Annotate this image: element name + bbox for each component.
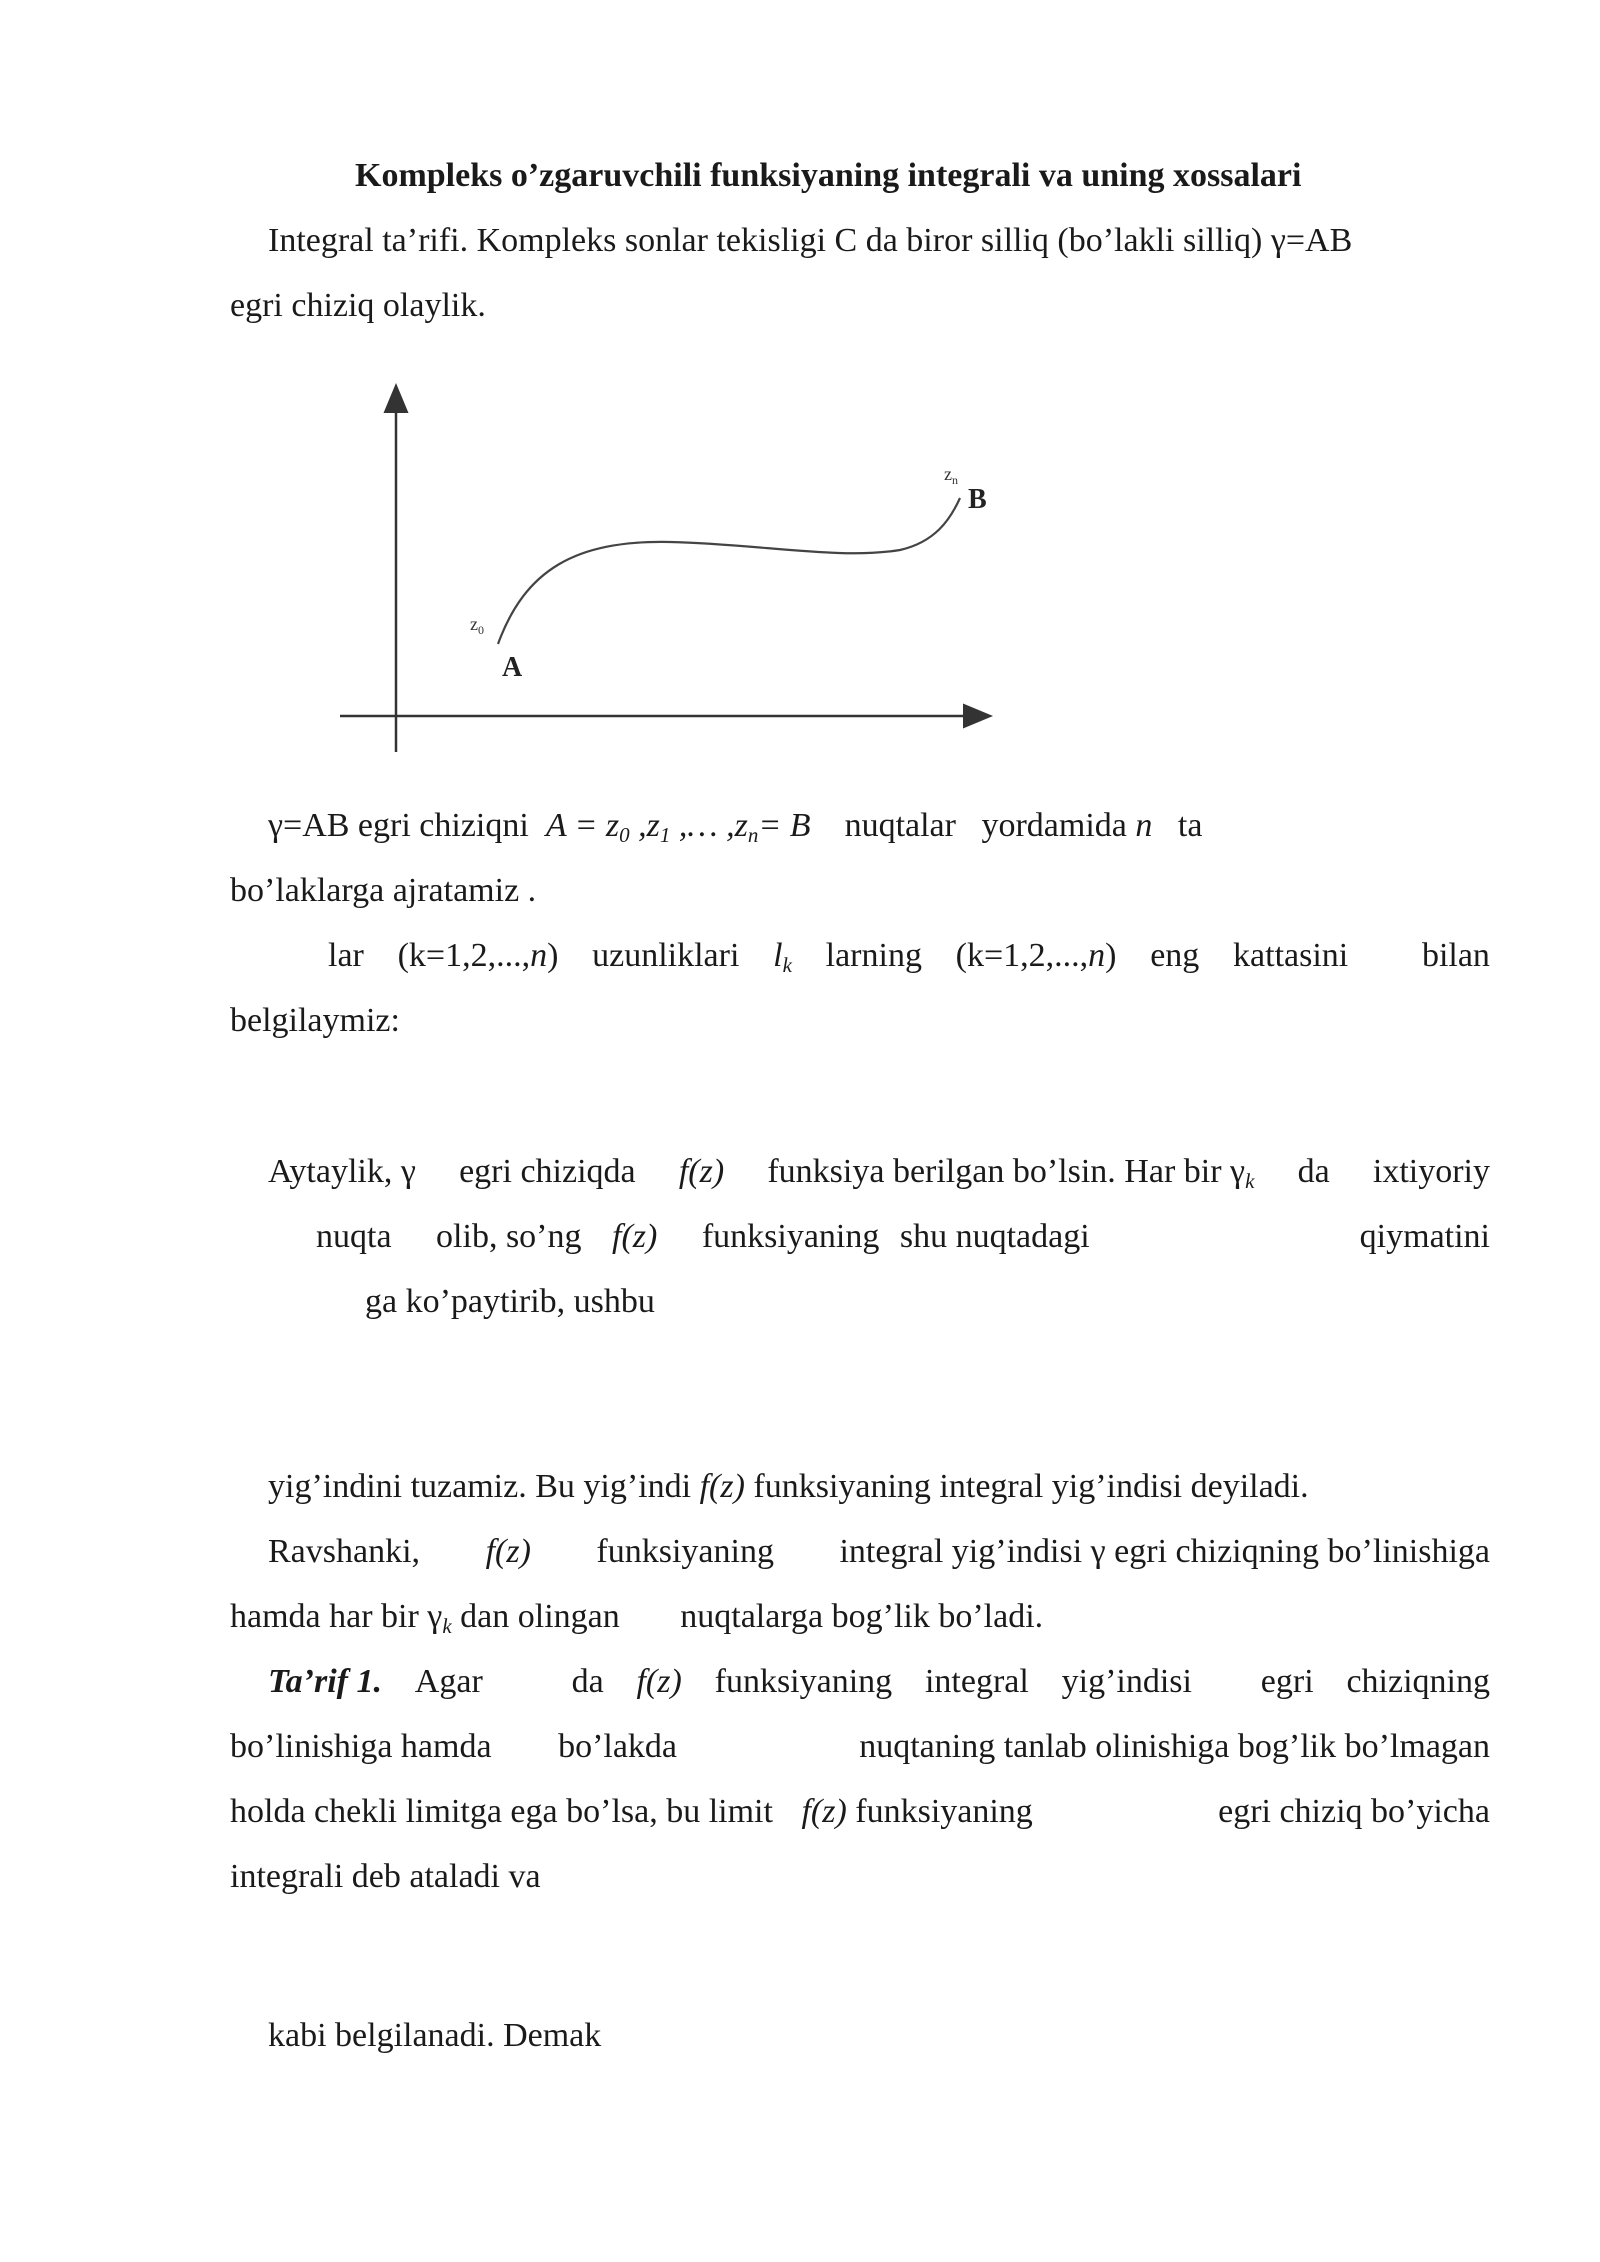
lengths-line-1: lar (k=1,2,...,n) uzunliklari $l_k$ larning (k=1,2,...,n) eng kattasini bilan	[328, 937, 1490, 977]
sum-line-2: nuqta olib, so’ng f(z) funksiyaning shu nuqtadagi qiymatini	[316, 1218, 1490, 1255]
definition-line-1: Ta’rif 1. Agar da f(z) funksiyaning integral yig’indisi egri chiziqning	[268, 1663, 1490, 1700]
page-title: Kompleks o’zgaruvchili funksiyaning integrali va uning xossalari	[355, 157, 1302, 194]
sum-line-1: Aytaylik, γ egri chiziqda f(z) funksiya berilgan bo’lsin. Har bir $\gamma_k$ da ixtiyoriy	[268, 1153, 1490, 1193]
label-zn: $z_n$	[944, 464, 958, 487]
definition-line-2: bo’linishiga hamda bo’lakda nuqtaning tanlab olinishiga bog’lik bo’lmagan	[230, 1728, 1490, 1765]
intro-line-2: egri chiziq olaylik.	[230, 287, 486, 324]
after-line-2: Ravshanki, f(z) funksiyaning integral yig’indisi γ egri chiziqning bo’linishiga	[268, 1533, 1490, 1570]
partition-line-1: γ=AB egri chiziqni $A = z_0$ $,z_1$ ,… $,z_n= B$ nuqtalar yordamida n ta	[268, 807, 1203, 847]
label-z0: $z_0$	[470, 614, 484, 637]
definition-line-4: integrali deb ataladi va	[230, 1858, 541, 1895]
closing-line: kabi belgilanadi. Demak	[268, 2017, 602, 2054]
intro-line-1: Integral ta’rifi. Kompleks sonlar tekisligi C da biror silliq (bo’lakli silliq) γ=AB	[268, 222, 1353, 259]
partition-line-2: bo’laklarga ajratamiz .	[230, 872, 537, 909]
sum-line-3: ga ko’paytirib, ushbu	[365, 1283, 655, 1320]
curve-figure	[320, 370, 1010, 760]
after-line-1: yig’indini tuzamiz. Bu yig’indi f(z) funksiyaning integral yig’indisi deyiladi.	[268, 1468, 1309, 1505]
label-B: B	[968, 484, 987, 515]
label-A: A	[502, 652, 523, 683]
after-line-3: hamda har bir $\gamma_k$ dan olingan nuqtalarga bog’lik bo’ladi.	[230, 1598, 1044, 1638]
lengths-line-2: belgilaymiz:	[230, 1002, 400, 1039]
definition-line-3: holda chekli limitga ega bo’lsa, bu limit f(z) funksiyaning egri chiziq bo’yicha	[230, 1793, 1490, 1830]
curve-gamma	[498, 498, 960, 644]
